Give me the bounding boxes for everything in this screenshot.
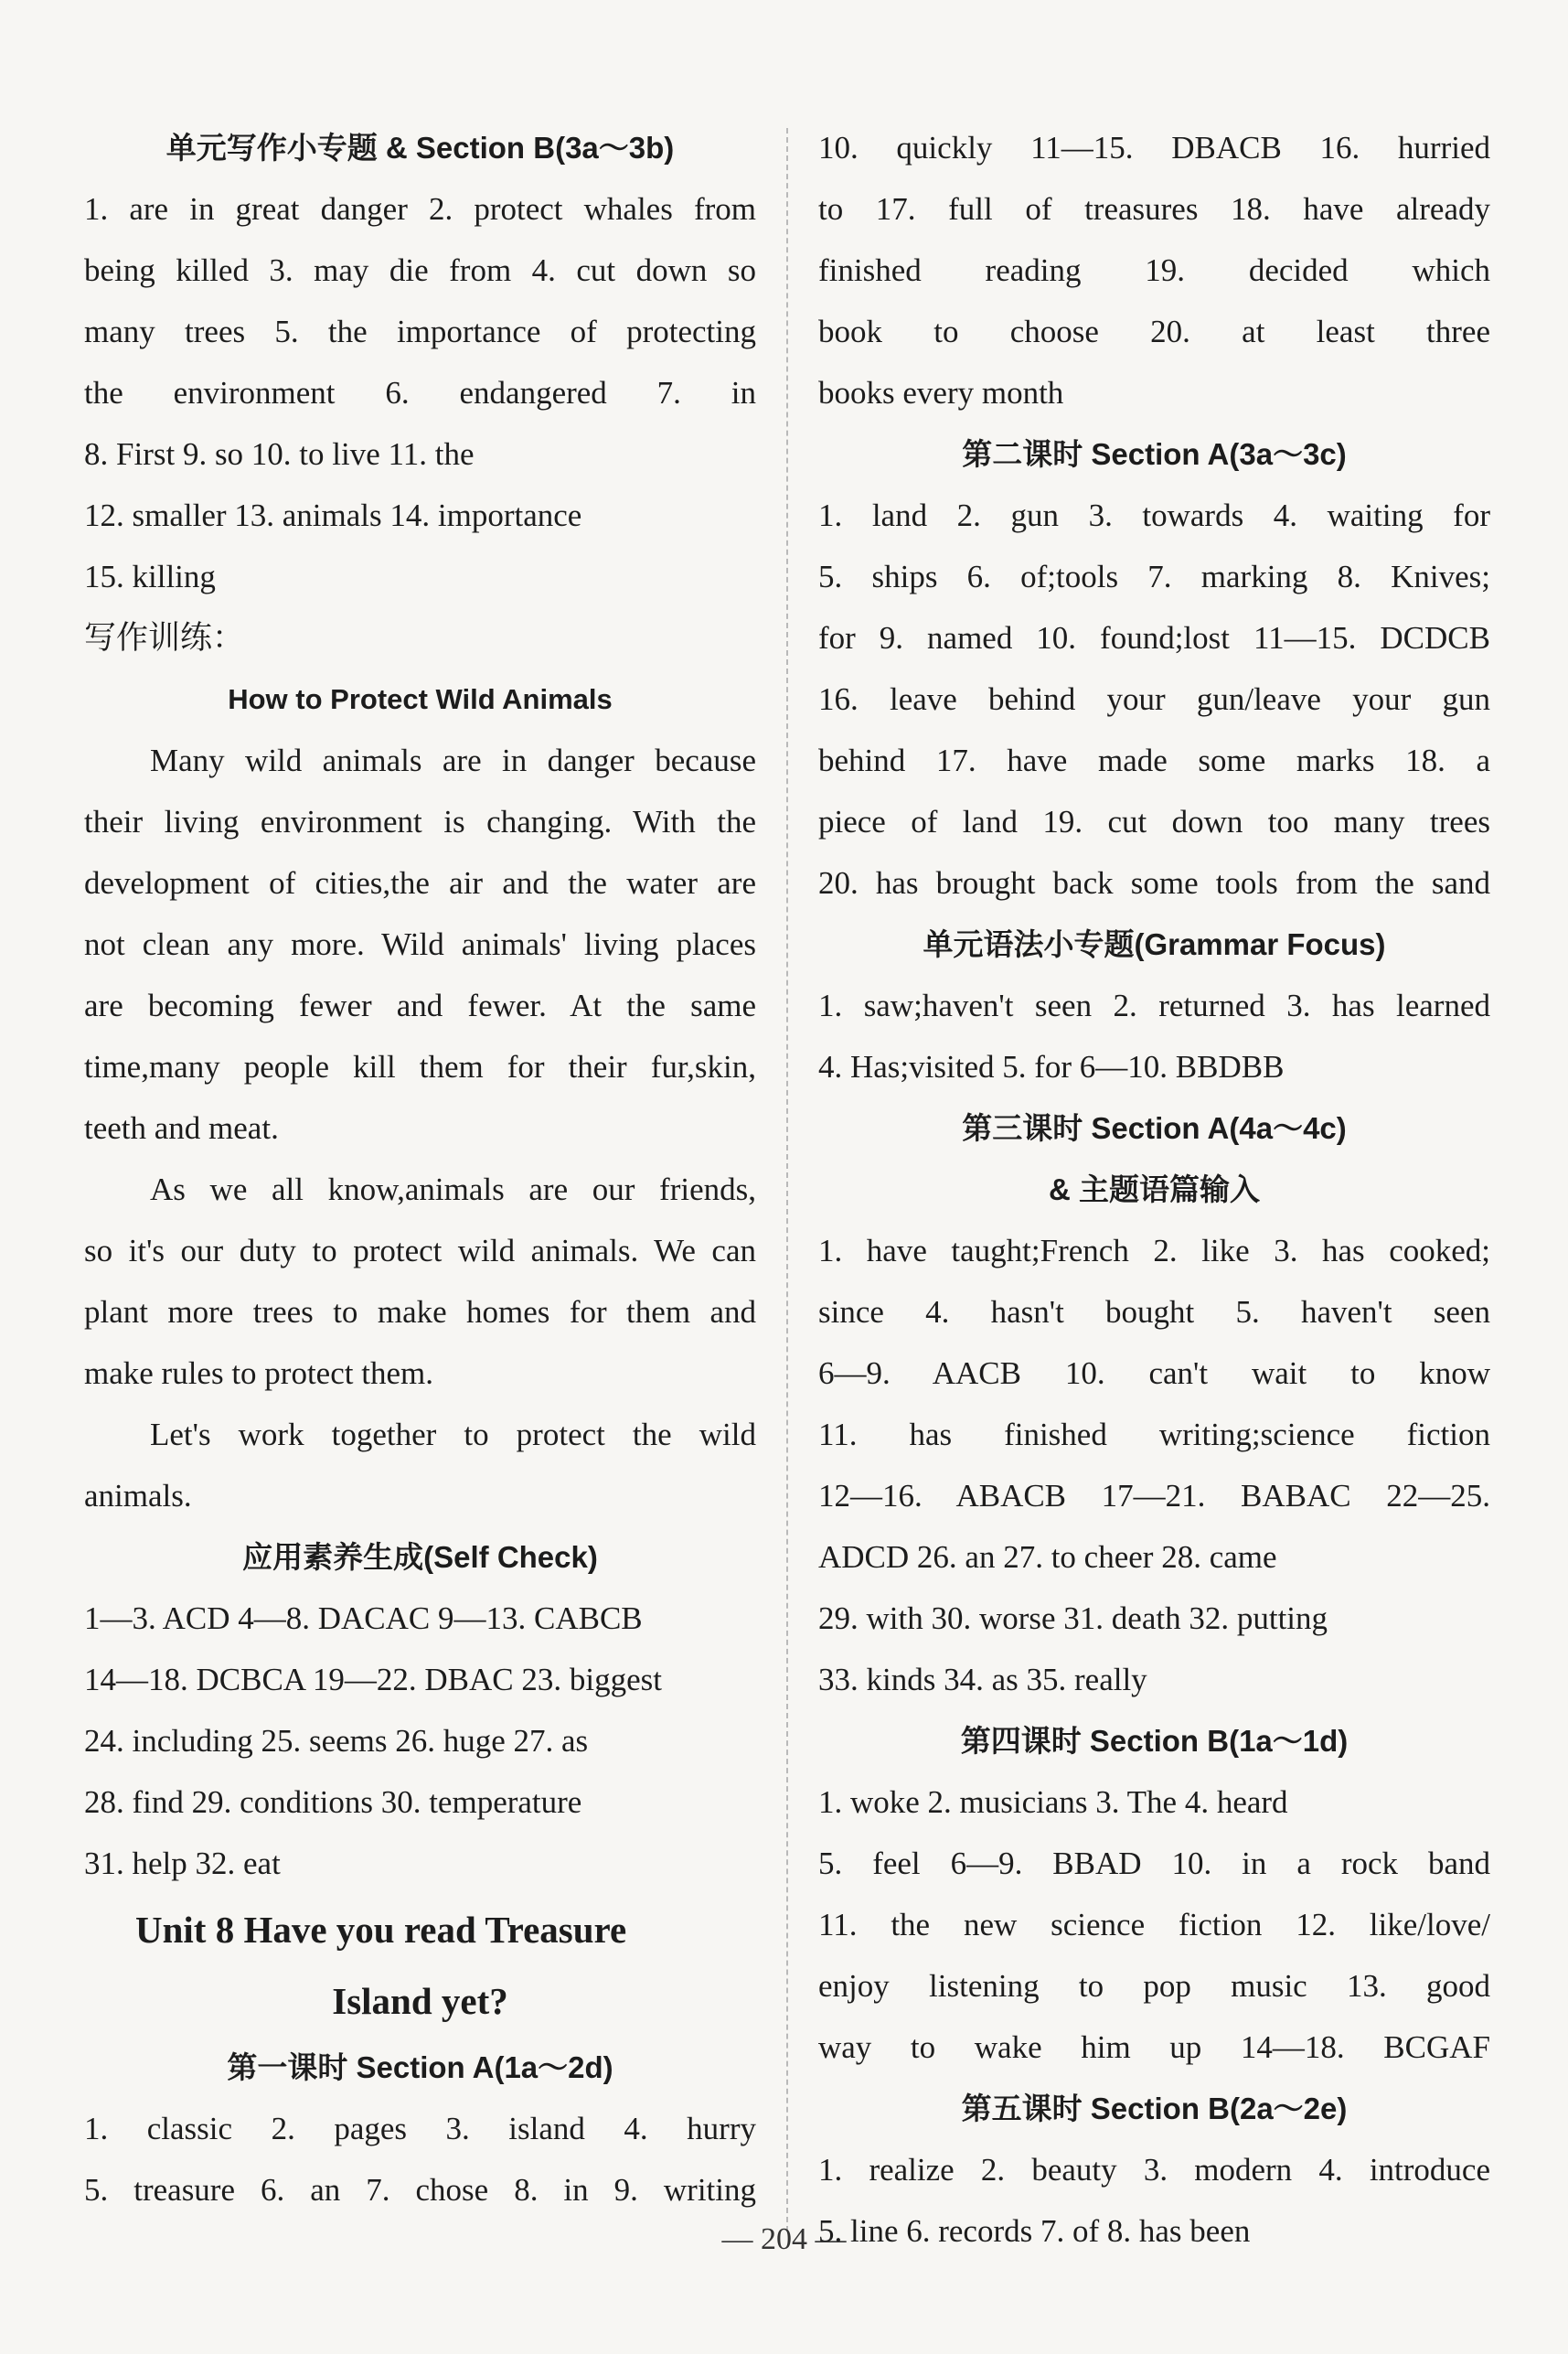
answer-line: 6—9. AACB 10. can't wait to know: [818, 1355, 1490, 1391]
writing-practice-label: 写作训练：: [84, 620, 245, 656]
answer-line: 8. First 9. so 10. to live 11. the: [84, 436, 475, 472]
answer-line: book to choose 20. at least three: [818, 314, 1490, 349]
answer-line: 5. line 6. records 7. of 8. has been: [818, 2213, 1251, 2249]
answer-line: 1. are in great danger 2. protect whales from: [84, 191, 756, 227]
section-heading: 第三课时 Section A(4a～4c): [962, 1111, 1347, 1145]
page-number: — 204 —: [721, 2222, 847, 2256]
section-heading: 第二课时 Section A(3a～3c): [962, 437, 1347, 471]
essay-line: teeth and meat.: [84, 1110, 279, 1146]
answer-line: many trees 5. the importance of protecting: [84, 314, 756, 349]
essay-line: so it's our duty to protect wild animals. We can: [84, 1233, 756, 1268]
essay-line: are becoming fewer and fewer. At the same: [84, 988, 756, 1023]
section-heading: 单元写作小专题 & Section B(3a～3b): [165, 131, 675, 165]
answer-line: 16. leave behind your gun/leave your gun: [818, 681, 1490, 717]
answer-line: books every month: [818, 375, 1064, 411]
essay-line: Many wild animals are in danger because: [150, 743, 756, 778]
unit-title: Unit 8 Have you read Treasure: [135, 1909, 627, 1951]
essay-line: make rules to protect them.: [84, 1355, 433, 1391]
answer-line: 1. classic 2. pages 3. island 4. hurry: [84, 2111, 756, 2146]
answer-line: way to wake him up 14—18. BCGAF: [818, 2029, 1490, 2065]
answer-line: piece of land 19. cut down too many trees: [818, 804, 1490, 840]
answer-line: 10. quickly 11—15. DBACB 16. hurried: [818, 130, 1490, 166]
essay-line: Let's work together to protect the wild: [150, 1417, 756, 1452]
essay-line: animals.: [84, 1478, 192, 1514]
section-heading: 第五课时 Section B(2a～2e): [961, 2092, 1348, 2125]
section-heading: 应用素养生成(Self Check): [242, 1540, 598, 1574]
section-heading: 第四课时 Section B(1a～1d): [960, 1724, 1349, 1758]
answer-line: being killed 3. may die from 4. cut down so: [84, 252, 756, 288]
answer-line: 5. ships 6. of;tools 7. marking 8. Knives;: [818, 559, 1490, 594]
essay-line: not clean any more. Wild animals' living places: [84, 926, 756, 962]
answer-line: 4. Has;visited 5. for 6—10. BBDBB: [818, 1049, 1285, 1085]
answer-line: 15. killing: [84, 559, 216, 594]
answer-line: 24. including 25. seems 26. huge 27. as: [84, 1723, 589, 1759]
answer-line: behind 17. have made some marks 18. a: [818, 743, 1490, 778]
essay-line: development of cities,the air and the water are: [84, 865, 756, 901]
answer-line: to 17. full of treasures 18. have already: [818, 191, 1490, 227]
answer-line: enjoy listening to pop music 13. good: [818, 1968, 1490, 2004]
left-column: [84, 117, 756, 2220]
essay-line: their living environment is changing. With the: [84, 804, 756, 840]
essay-line: time,many people kill them for their fur,skin,: [84, 1049, 756, 1085]
answer-line: 20. has brought back some tools from the sand: [818, 865, 1490, 901]
answer-line: 5. feel 6—9. BBAD 10. in a rock band: [818, 1846, 1490, 1881]
unit-title: Island yet?: [332, 1980, 508, 2022]
section-heading: 第一课时 Section A(1a～2d): [227, 2050, 613, 2084]
answer-line: 29. with 30. worse 31. death 32. putting: [818, 1600, 1328, 1636]
right-column: [818, 117, 1490, 2262]
answer-line: 1. realize 2. beauty 3. modern 4. introduce: [818, 2152, 1490, 2188]
answer-line: 12—16. ABACB 17—21. BABAC 22—25.: [818, 1478, 1490, 1514]
answer-line: 1. saw;haven't seen 2. returned 3. has learned: [818, 988, 1490, 1023]
answer-line: 11. the new science fiction 12. like/love/: [818, 1907, 1490, 1942]
answer-line: 12. smaller 13. animals 14. importance: [84, 498, 582, 533]
answer-line: 5. treasure 6. an 7. chose 8. in 9. writing: [84, 2172, 756, 2208]
essay-line: plant more trees to make homes for them and: [84, 1294, 756, 1330]
section-heading: 单元语法小专题(Grammar Focus): [923, 927, 1386, 961]
answer-line: 28. find 29. conditions 30. temperature: [84, 1784, 582, 1820]
section-heading: & 主题语篇输入: [1049, 1172, 1260, 1206]
answer-line: 33. kinds 34. as 35. really: [818, 1662, 1147, 1697]
answer-line: 31. help 32. eat: [84, 1846, 281, 1881]
answer-line: ADCD 26. an 27. to cheer 28. came: [818, 1539, 1277, 1575]
essay-line: As we all know,animals are our friends,: [150, 1172, 756, 1207]
essay-title: How to Protect Wild Animals: [228, 683, 613, 715]
answer-line: 1. land 2. gun 3. towards 4. waiting for: [818, 498, 1490, 533]
answer-line: 14—18. DCBCA 19—22. DBAC 23. biggest: [84, 1662, 662, 1697]
answer-line: since 4. hasn't bought 5. haven't seen: [818, 1294, 1490, 1330]
answer-line: finished reading 19. decided which: [818, 252, 1490, 288]
answer-line: for 9. named 10. found;lost 11—15. DCDCB: [818, 620, 1490, 656]
answer-line: the environment 6. endangered 7. in: [84, 375, 756, 411]
answer-line: 1—3. ACD 4—8. DACAC 9—13. CABCB: [84, 1600, 643, 1636]
answer-line: 1. have taught;French 2. like 3. has cooked;: [818, 1233, 1490, 1268]
column-divider: [786, 128, 788, 2231]
answer-line: 11. has finished writing;science fiction: [818, 1417, 1490, 1452]
answer-line: 1. woke 2. musicians 3. The 4. heard: [818, 1784, 1288, 1820]
